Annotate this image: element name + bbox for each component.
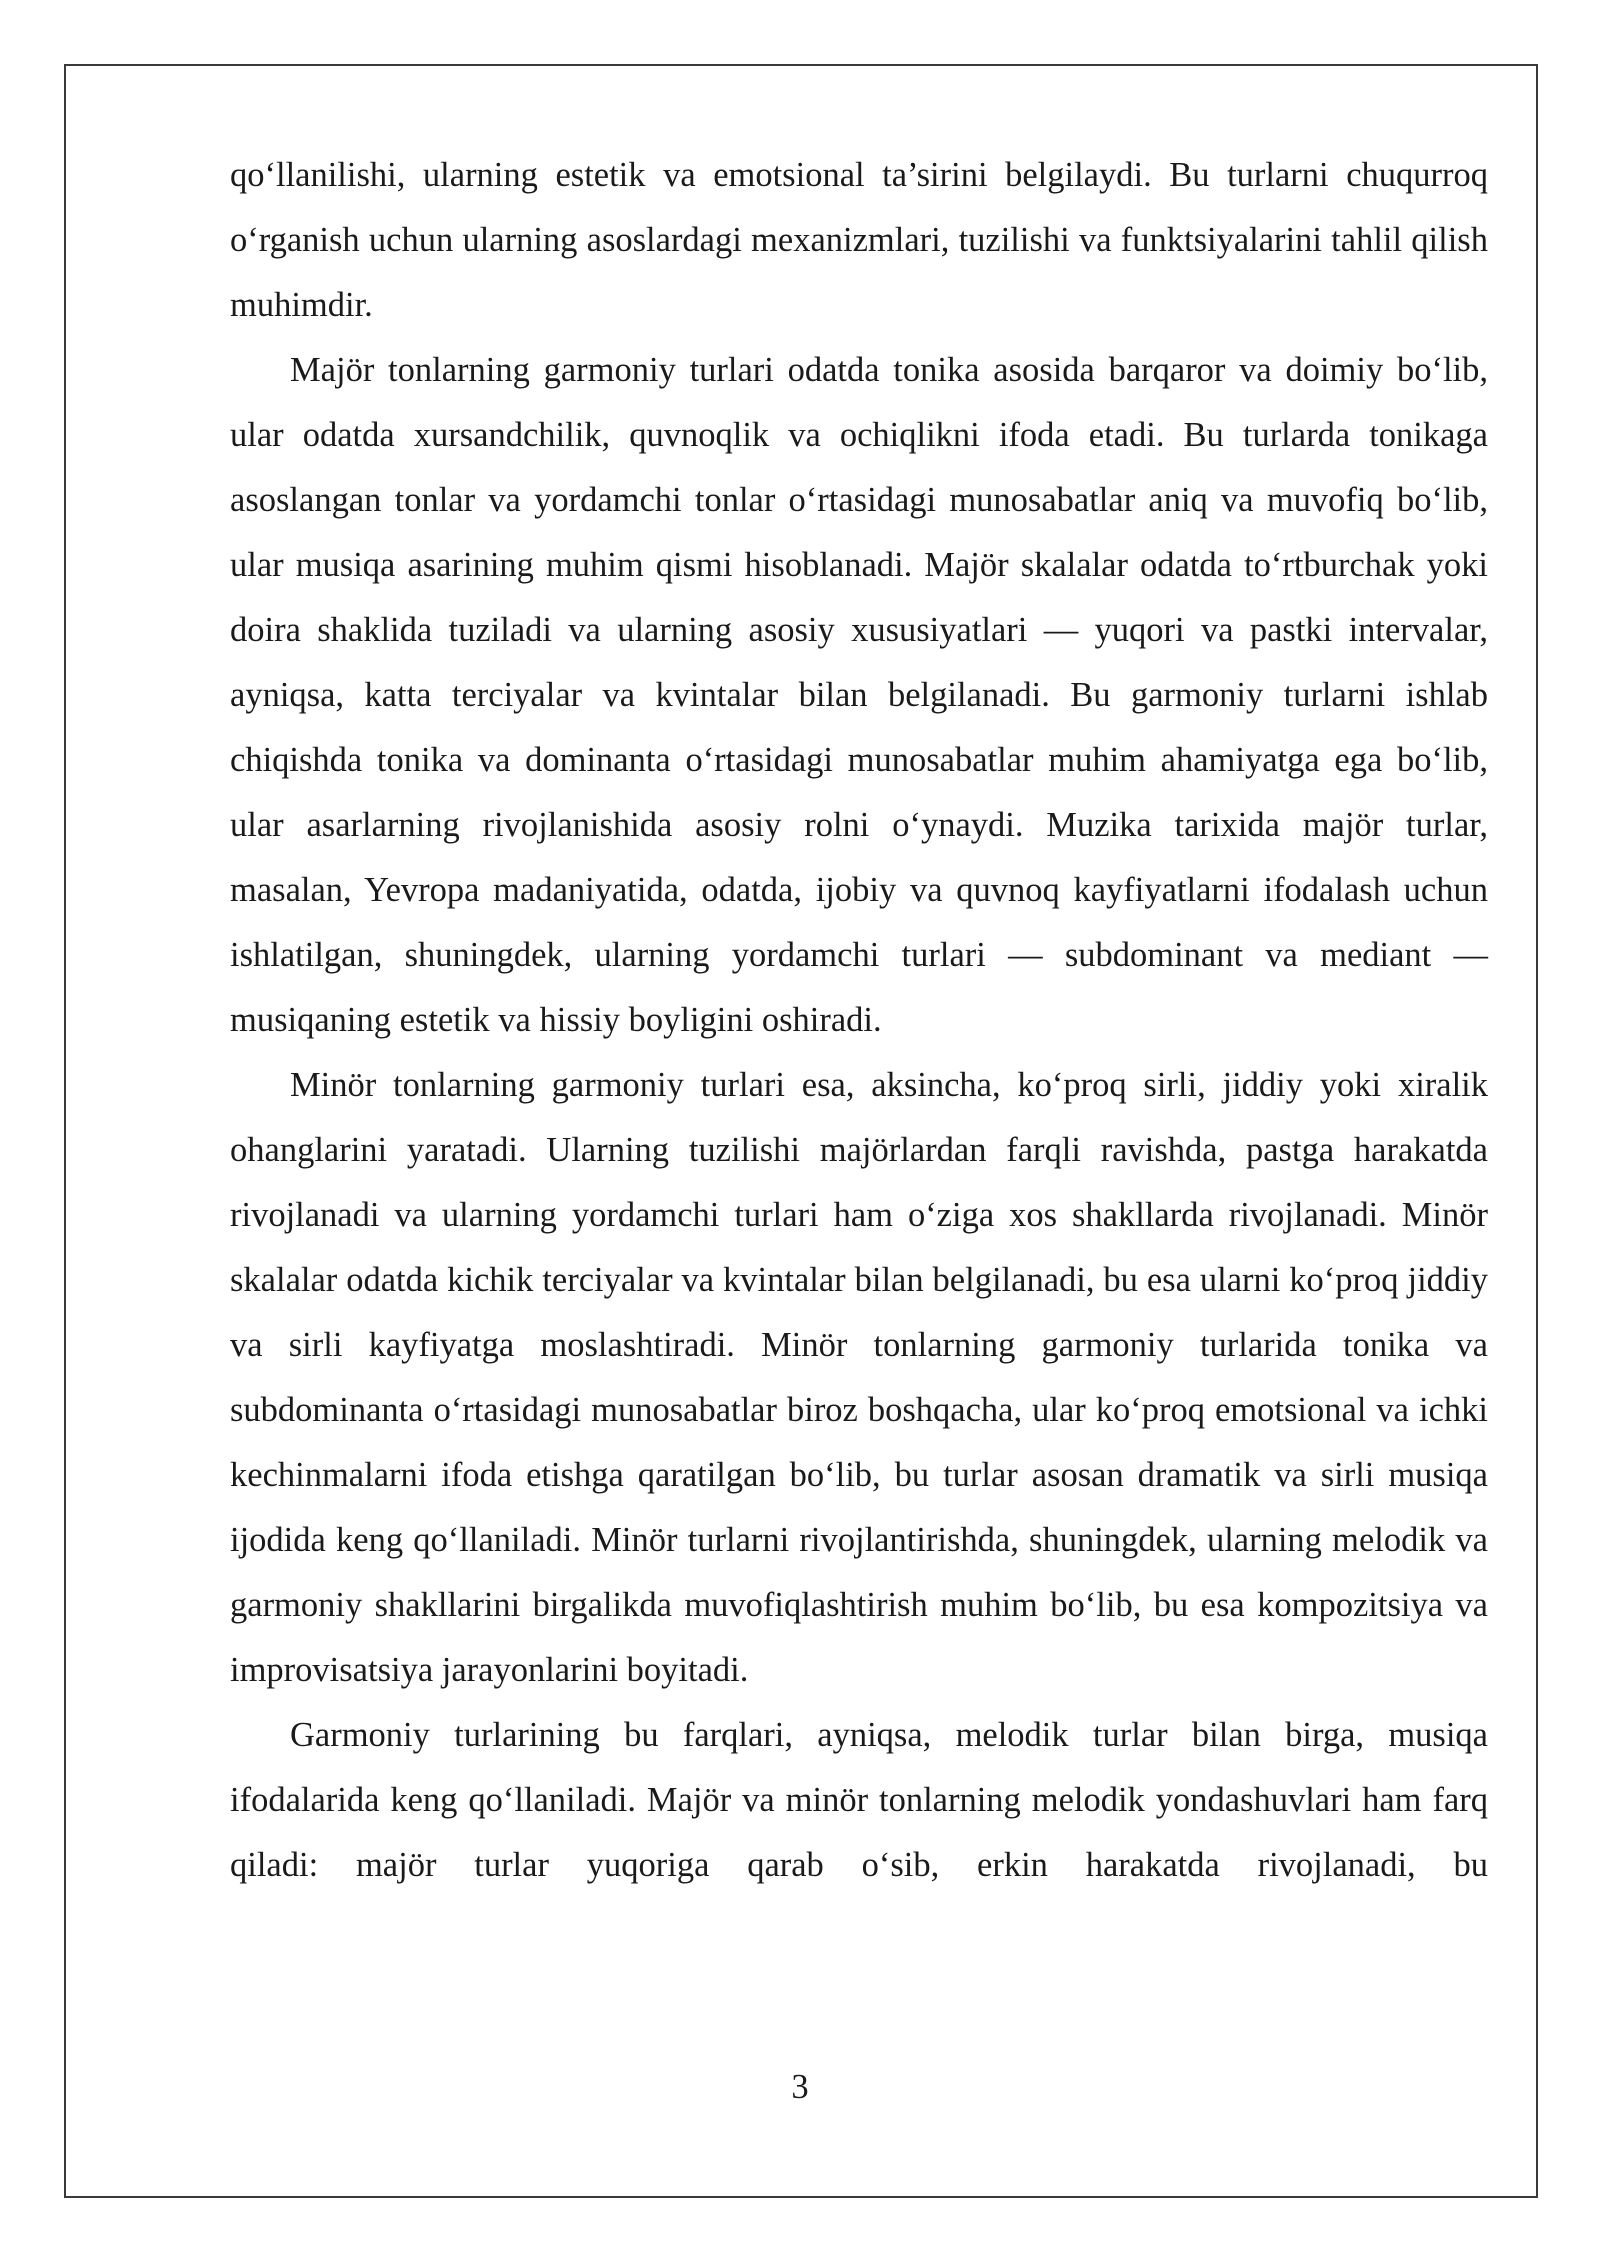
body-text [230, 143, 1488, 1898]
paragraph-harmony-differences: Garmoniy turlarining bu farqlari, ayniqsa, melodik turlar bilan birga, musiqa ifodalarida keng qo‘llaniladi. Majör va minör tonlarning melodik yondashuvlari ham farq qiladi: majör turlar yuqoriga qarab o‘sib, erkin harakatda rivojlanadi, bu [230, 1716, 1488, 1884]
paragraph-major-harmony: Majör tonlarning garmoniy turlari odatda tonika asosida barqaror va doimiy bo‘lib, ular odatda xursandchilik, quvnoqlik va ochiqlikni ifoda etadi. Bu turlarda tonikaga asoslangan tonlar va yordamchi tonlar o‘rtasidagi munosabatlar aniq va muvofiq bo‘lib, ular musiqa asarining muhim qismi hisoblanadi. Majör skalalar odatda to‘rtburchak yoki doira shaklida tuziladi va ularning asosiy xususiyatlari — yuqori va pastki intervalar, ayniqsa, katta terciyalar va kvintalar bilan belgilanadi. Bu garmoniy turlarni ishlab chiqishda tonika va dominanta o‘rtasidagi munosabatlar muhim ahamiyatga ega bo‘lib, ular asarlarning rivojlanishida asosiy rolni o‘ynaydi. Muzika tarixida majör turlar, masalan, Yevropa madaniyatida, odatda, ijobiy va quvnoq kayfiyatlarni ifodalash uchun ishlatilgan, shuningdek, ularning yordamchi turlari — subdominant va mediant — musiqaning estetik va hissiy boyligini oshiradi. [230, 351, 1488, 1039]
paragraph-minor-harmony: Minör tonlarning garmoniy turlari esa, aksincha, ko‘proq sirli, jiddiy yoki xiralik ohanglarini yaratadi. Ularning tuzilishi majörlardan farqli ravishda, pastga harakatda rivojlanadi va ularning yordamchi turlari ham o‘ziga xos shakllarda rivojlanadi. Minör skalalar odatda kichik terciyalar va kvintalar bilan belgilanadi, bu esa ularni ko‘proq jiddiy va sirli kayfiyatga moslashtiradi. Minör tonlarning garmoniy turlarida tonika va subdominanta o‘rtasidagi munosabatlar biroz boshqacha, ular ko‘proq emotsional va ichki kechinmalarni ifoda etishga qaratilgan bo‘lib, bu turlar asosan dramatik va sirli musiqa ijodida keng qo‘llaniladi. Minör turlarni rivojlantirishda, shuningdek, ularning melodik va garmoniy shakllarini birgalikda muvofiqlashtirish muhim bo‘lib, bu esa kompozitsiya va improvisatsiya jarayonlarini boyitadi. [230, 1066, 1488, 1689]
page-number: 3 [791, 2068, 809, 2106]
paragraph-continued: qo‘llanilishi, ularning estetik va emotsional ta’sirini belgilaydi. Bu turlarni chuqurroq o‘rganish uchun ularning asoslardagi mexanizmlari, tuzilishi va funktsiyalarini tahlil qilish muhimdir. [230, 156, 1488, 324]
